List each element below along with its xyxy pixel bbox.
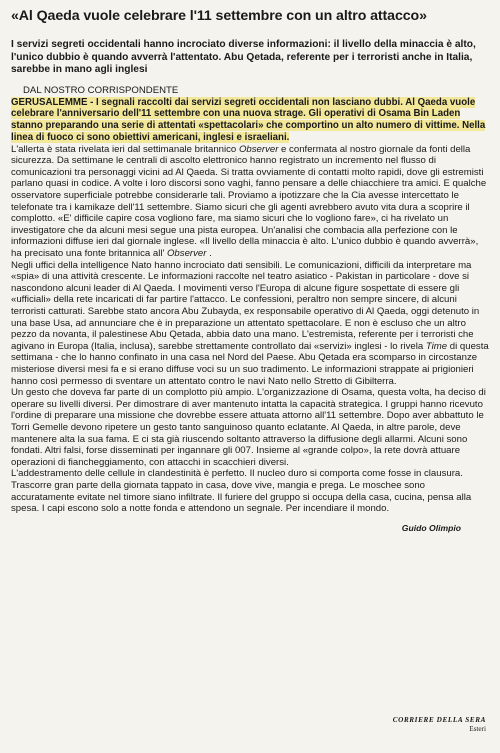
publication-name-observer: Observer xyxy=(238,143,279,155)
subheadline: I servizi segreti occidentali hanno incrociato diverse informazioni: il livello della minaccia è alto, l'unico dubbio è quando avverrà l'attentato. Abu Qetada, referente per i terroristi anche in Italia, sarebbe in mano agli inglesi xyxy=(11,39,476,75)
lead-paragraph xyxy=(11,97,491,144)
publication-name-time: Time xyxy=(425,340,448,352)
p1-text-c: . xyxy=(206,248,212,260)
article-body xyxy=(11,144,491,515)
body-paragraph-3: Un gesto che doveva far parte di un complotto più ampio. L'organizzazione di Osama, questa volta, ha deciso di operare su livelli diversi. Per dimostrare di aver mantenuto intatta la capacità strategica. I gruppi hanno ricevuto l'ordine di preparare una missione che dovrebbe essere attuata attorno all'11 settembre. Dopo aver abbattuto le Torri Gemelle devono ripetere un gesto tanto sanguinoso quanto eclatante. Al Qaeda, in altre parole, deve mantenere alta la sua fama. E ci sta già riuscendo soltanto attraverso la diffusione degli allarmi. Alcuni sono fondati. Altri falsi, forse disseminati per ingannare gli 007. Insieme al «grande colpo», la rete dovrà attuare operazioni di fiancheggiamento, con attacchi in scacchieri diversi. xyxy=(11,387,486,468)
lead-text: GERUSALEMME - I segnali raccolti dai servizi segreti occidentali non lasciano dubbi. Al Qaeda vuole celebrare l'anniversario dell'11 settembre con una nuova strage. Gli operativi di Osama Bin Laden stanno preparando una serie di attentati «spettacolari» che comportino un alto numero di vittime. Nella linea di fuoco ci sono obiettivi americani, inglesi e israeliani. xyxy=(11,96,486,143)
newspaper-section: Esteri xyxy=(469,725,486,733)
publication-name-observer-2: Observer xyxy=(166,248,207,260)
p2-text-b: di questa settimana - che lo hanno confinato in una casa nel Nord del Paese. Abu Qetada era scomparso in circostanze misteriose diversi mesi fa e si erano diffuse voci su un suo tradimento. Le informazioni strappate ai prigionieri hanno così permesso di sventare un attentato contro le navi Nato nello Stretto di Gibilterra. xyxy=(11,340,489,387)
headline: «Al Qaeda vuole celebrare l'11 settembre con un altro attacco» xyxy=(11,8,427,24)
source-credit xyxy=(393,716,486,734)
author-signature: Guido Olimpio xyxy=(401,522,461,533)
newspaper-name: CORRIERE DELLA SERA xyxy=(392,716,486,724)
p2-text-a: Negli uffici della intelligence Nato hanno incrociato dati sensibili. Le comunicazioni, difficili da interpretare ma «spia» di una attività crescente. Le informazioni raccolte nel teatro asiatico - Pakistan in particolare - dove si nascondono alcuni leader di Al Qaeda. I movimenti verso l'Europa di alcune figure sospettate di essere gli «ufficiali» della rete incaricati di far partire l'attacco. Le confessioni, peraltro non sempre sincere, di alcuni terroristi catturati. Sarebbe stato ancora Abu Zubayda, ex responsabile operativo di Al Qaeda, oggi detenuto in una base Usa, ad annunciare che è in preparazione un attentato spettacolare. E non è escluso che un altro pezzo da novanta, il palestinese Abu Qetada, abbia dato una mano. L'estremista, referente per i terroristi che agivano in Europa (Italia, inclusa), sarebbe strettamente controllato dai «servizi» inglesi - lo rivela xyxy=(11,259,480,352)
p1-text-b: e confermata al nostro giornale da fonti della sicurezza. Da settimane le centrali di ascolto elettronico hanno registrato un incremento nel flusso di comunicazioni tra personaggi vicini ad Al Qaeda. Si tratta ovviamente di contatti molto rapidi, dove gli estremisti parlano quasi in codice. A volte i loro discorsi sono vaghi, fanno pensare a delle chiacchiere tra amici. E qualche osservatore superficiale potrebbe considerarle tali. Proviamo a ipotizzare che la Cia avesse intercettato le telefonate tra i kamikaze dell'11 settembre. Siamo sicuri che gli agenti avrebbero avuto vita dura a scoprire il complotto. «E' difficile capire cosa vogliono fare, ma siamo sicuri che lo vogliono fare», ci ha rivelato un investigatore che da alcuni mesi segue una pista europea. Un'analisi che combacia alla perfezione con le informazioni diffuse ieri dal giornale inglese. «Il livello della minaccia è alto. L'unico dubbio è quando avverrà», ha precisato una fonte britannica all' xyxy=(11,143,487,260)
dateline: DAL NOSTRO CORRISPONDENTE xyxy=(23,84,179,96)
body-paragraph-2 xyxy=(11,260,491,388)
p1-text-a: L'allerta è stata rivelata ieri dal settimanale britannico xyxy=(11,143,239,155)
body-paragraph-4: L'addestramento delle cellule in clandestinità è perfetto. Il nucleo duro si comporta come fosse in clausura. Trascorre gran parte della giornata tappato in casa, dove vive, mangia e prega. Le moschee sono accuratamente evitate nel timore siano infiltrate. Il furiere del gruppo si occupa della casa, cucina, pensa alla spesa. I capi escono solo a notte fonda e attendono un segnale. Per incendiare il mondo. xyxy=(11,468,472,515)
body-paragraph-1 xyxy=(11,144,491,260)
